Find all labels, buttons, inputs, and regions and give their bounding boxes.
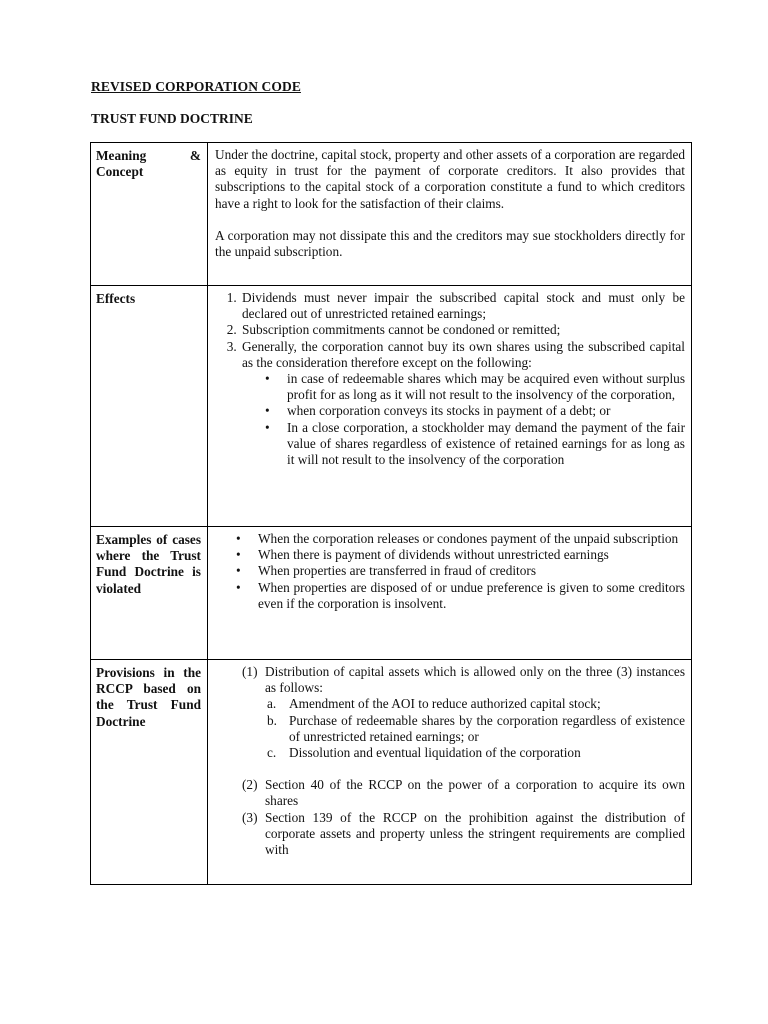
examples-list [215,531,685,612]
list-item-text: Dissolution and eventual liquidation of the corporation [289,745,581,761]
document-title: REVISED CORPORATION CODE [91,79,301,94]
list-item-text: Section 40 of the RCCP on the power of a corporation to acquire its own shares [265,777,685,809]
row-content-examples [208,527,692,660]
item-letter: b. [267,712,277,728]
row-content-meaning [208,143,692,286]
list-item-text: Amendment of the AOI to reduce authorized capital stock; [289,696,601,712]
list-item: • When the corporation releases or condones payment of the unpaid subscription [258,531,685,547]
meaning-paragraph: Under the doctrine, capital stock, property and other assets of a corporation are regarded as equity in trust for the payment of corporate creditors. It also provides that subscriptions to the capital stock of a corporation constitute a fund to which creditors have a right to look for the satisfaction of their claims. [215,147,686,211]
list-item [265,696,685,712]
row-label-provisions: Provisions in the RCCP based on the Trust Fund Doctrine [91,660,208,885]
exceptions-list [242,371,685,468]
row-label-effects: Effects [91,286,208,527]
list-item-text: Subscription commitments cannot be condoned or remitted; [242,322,561,338]
item-letter: c. [267,745,277,761]
list-item [240,290,685,322]
item-letter: a. [267,696,277,712]
list-item-text: Generally, the corporation cannot buy its own shares using the subscribed capital as the consideration therefore except on the following: [242,338,685,370]
table-row-examples [91,527,692,660]
row-label-meaning: Meaning & Concept [91,143,208,286]
table-row-provisions [91,660,692,885]
list-item-text: Dividends must never impair the subscribed capital stock and must only be declared out of unrestricted retained earnings; [242,290,685,322]
table-row-effects [91,286,692,527]
list-item: • When there is payment of dividends without unrestricted earnings [258,547,685,563]
row-content-effects [208,286,692,527]
list-item: • In a close corporation, a stockholder may demand the payment of the fair value of shares regardless of existence of retained earnings for as long as it will not result to the insolvency of the corporation [287,420,685,469]
list-item-text: Purchase of redeemable shares by the corporation regardless of existence of unrestricted retained earnings; or [289,712,685,744]
row-label-examples: Examples of cases where the Trust Fund Doctrine is violated [91,527,208,660]
doctrine-table [90,142,692,885]
table-row-meaning [91,143,692,286]
list-item [215,810,685,859]
list-item-text: Distribution of capital assets which is allowed only on the three (3) instances as follows: [265,664,685,696]
meaning-paragraph: A corporation may not dissipate this and the creditors may sue stockholders directly for the unpaid subscription. [215,227,685,260]
effects-list [215,290,685,468]
provisions-list [215,664,685,858]
list-item-text: Section 139 of the RCCP on the prohibition against the distribution of corporate assets and property unless the stringent requirements are complied with [265,809,685,858]
item-number: (1) [242,664,258,679]
list-item [215,664,685,761]
section-heading: TRUST FUND DOCTRINE [91,111,253,126]
list-item: • When properties are transferred in fraud of creditors [258,563,685,579]
list-item: • when corporation conveys its stocks in payment of a debt; or [287,403,685,419]
item-number: (3) [242,809,258,825]
list-item [265,745,685,761]
list-item [265,713,685,745]
list-item: • in case of redeemable shares which may be acquired even without surplus profit for as long as it will not result to the insolvency of the corporation, [287,371,685,403]
list-item [215,777,685,809]
item-number: (2) [242,777,258,793]
list-item [240,339,685,469]
list-item: • When properties are disposed of or undue preference is given to some creditors even if the corporation is insolvent. [258,580,685,612]
row-content-provisions [208,660,692,885]
instances-list [265,696,685,761]
list-item [240,322,685,338]
